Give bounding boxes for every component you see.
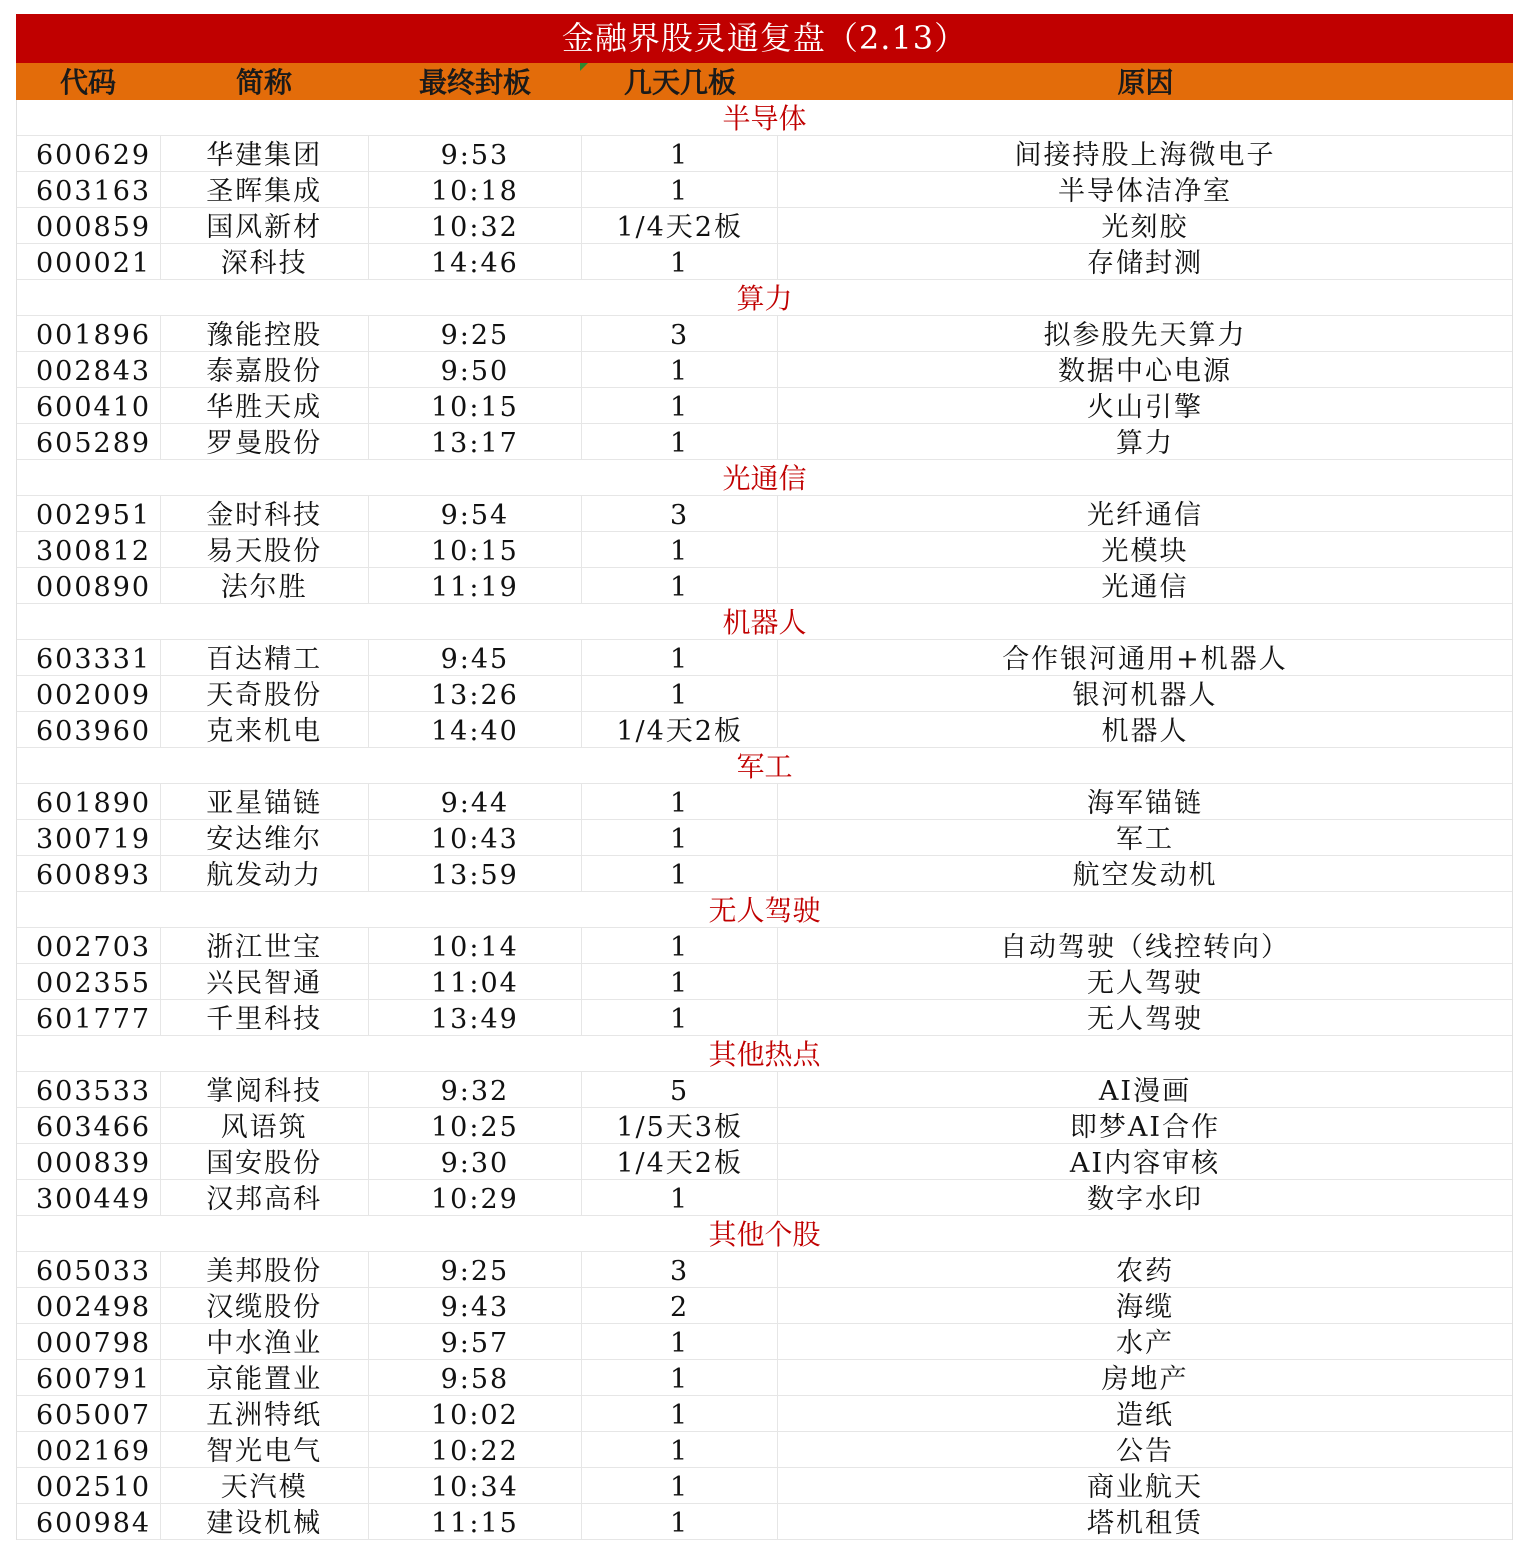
cell-days-boards: 1/5天3板 [582,1108,778,1143]
table-row [17,712,1512,748]
table-row [17,316,1512,352]
cell-name: 易天股份 [161,532,369,567]
cell-days-boards: 1 [582,820,778,855]
cell-reason: 航空发动机 [1072,860,1218,891]
table-row [17,856,1512,892]
cell-code: 000021 [17,244,161,279]
cell-days-boards: 5 [582,1072,778,1107]
cell-code: 601890 [17,784,161,819]
cell-reason: 无人驾驶 [1087,1004,1203,1035]
cell-name: 汉邦高科 [161,1180,369,1215]
cell-days-boards: 1/4天2板 [582,1144,778,1179]
category-row: 光通信 [17,460,1512,496]
cell-days-boards: 1 [582,172,778,207]
table-row [17,496,1512,532]
cell-name: 建设机械 [161,1504,369,1539]
cell-days-boards: 1 [582,784,778,819]
table-row [17,1504,1512,1540]
cell-final-seal-time: 11:04 [369,964,583,999]
cell-name: 泰嘉股份 [161,352,369,387]
cell-days-boards: 1 [582,856,778,891]
cell-final-seal-time: 10:32 [369,208,583,243]
cell-final-seal-time: 10:02 [369,1396,583,1431]
cell-reason: 军工 [1116,824,1174,855]
cell-code: 300812 [17,532,161,567]
cell-code: 002843 [17,352,161,387]
cell-code: 605033 [17,1252,161,1287]
cell-reason: 间接持股上海微电子 [1014,140,1276,171]
cell-days-boards: 1 [582,568,778,603]
cell-code: 300449 [17,1180,161,1215]
cell-code: 600984 [17,1504,161,1539]
cell-final-seal-time: 14:46 [369,244,583,279]
cell-code: 002703 [17,928,161,963]
table-row [17,388,1512,424]
cell-code: 600791 [17,1360,161,1395]
cell-name: 五洲特纸 [161,1396,369,1431]
cell-name: 京能置业 [161,1360,369,1395]
cell-days-boards: 1 [582,532,778,567]
cell-final-seal-time: 9:43 [369,1288,583,1323]
cell-reason: 合作银河通用+机器人 [1002,644,1288,675]
header-days-boards: 几天几板 [623,66,736,99]
cell-days-boards: 1/4天2板 [582,712,778,747]
cell-name: 风语筑 [161,1108,369,1143]
cell-code: 603960 [17,712,161,747]
cell-code: 002951 [17,496,161,531]
table-row [17,1108,1512,1144]
cell-name: 圣晖集成 [161,172,369,207]
cell-days-boards: 1 [582,1360,778,1395]
cell-name: 掌阅科技 [161,1072,369,1107]
cell-name: 深科技 [161,244,369,279]
cell-reason: 拟参股先天算力 [1043,320,1247,351]
cell-final-seal-time: 9:45 [369,640,583,675]
table-row [17,568,1512,604]
table-row [17,1468,1512,1504]
table-row [17,1396,1512,1432]
cell-days-boards: 1 [582,1432,778,1467]
cell-reason: 房地产 [1101,1364,1189,1395]
table-row [17,244,1512,280]
cell-code: 603533 [17,1072,161,1107]
table-row [17,1144,1512,1180]
category-row: 军工 [17,748,1512,784]
cell-final-seal-time: 14:40 [369,712,583,747]
cell-name: 天奇股份 [161,676,369,711]
cell-name: 法尔胜 [161,568,369,603]
cell-reason: AI漫画 [1098,1076,1192,1107]
cell-name: 豫能控股 [161,316,369,351]
table-row [17,928,1512,964]
cell-name: 华胜天成 [161,388,369,423]
cell-days-boards: 1 [582,1180,778,1215]
cell-code: 605289 [17,424,161,459]
cell-code: 603163 [17,172,161,207]
cell-reason: 银河机器人 [1072,680,1218,711]
cell-final-seal-time: 13:59 [369,856,583,891]
cell-final-seal-time: 9:57 [369,1324,583,1359]
cell-days-boards: 1 [582,676,778,711]
header-reason: 原因 [1117,66,1174,99]
cell-days-boards: 3 [582,1252,778,1287]
cell-final-seal-time: 10:18 [369,172,583,207]
cell-reason: 数据中心电源 [1058,356,1232,387]
cell-final-seal-time: 13:26 [369,676,583,711]
cell-name: 国风新材 [161,208,369,243]
cell-final-seal-time: 10:15 [369,388,583,423]
cell-final-seal-time: 13:49 [369,1000,583,1035]
cell-reason: 农药 [1116,1256,1174,1287]
category-row: 无人驾驶 [17,892,1512,928]
cell-final-seal-time: 10:15 [369,532,583,567]
cell-final-seal-time: 13:17 [369,424,583,459]
cell-code: 605007 [17,1396,161,1431]
cell-days-boards: 1 [582,640,778,675]
cell-code: 002355 [17,964,161,999]
stock-review-sheet [16,14,1513,1540]
cell-code: 600629 [17,136,161,171]
cell-code: 001896 [17,316,161,351]
cell-final-seal-time: 9:58 [369,1360,583,1395]
table-row [17,532,1512,568]
cell-code: 002510 [17,1468,161,1503]
table-row [17,1360,1512,1396]
cell-days-boards: 1 [582,1504,778,1539]
cell-name: 智光电气 [161,1432,369,1467]
cell-days-boards: 3 [582,496,778,531]
cell-days-boards: 3 [582,316,778,351]
cell-name: 航发动力 [161,856,369,891]
cell-reason: 海缆 [1116,1292,1174,1323]
cell-name: 天汽模 [161,1468,369,1503]
cell-name: 美邦股份 [161,1252,369,1287]
table-row [17,784,1512,820]
cell-reason: 水产 [1116,1328,1174,1359]
cell-name: 兴民智通 [161,964,369,999]
cell-reason: 火山引擎 [1087,392,1203,423]
table-row [17,820,1512,856]
cell-name: 罗曼股份 [161,424,369,459]
cell-code: 600410 [17,388,161,423]
cell-days-boards: 1 [582,1324,778,1359]
column-header-row [16,63,1513,100]
cell-reason: 机器人 [1101,716,1189,747]
cell-reason: 即梦AI合作 [1069,1112,1221,1143]
cell-name: 国安股份 [161,1144,369,1179]
cell-final-seal-time: 11:19 [369,568,583,603]
cell-code: 002169 [17,1432,161,1467]
table-row [17,1432,1512,1468]
table-row [17,136,1512,172]
header-name: 简称 [235,66,292,99]
cell-days-boards: 1 [582,1396,778,1431]
cell-reason: 海军锚链 [1087,788,1203,819]
cell-reason: AI内容审核 [1069,1148,1221,1179]
cell-days-boards: 1 [582,1000,778,1035]
cell-days-boards: 1 [582,928,778,963]
table-row [17,640,1512,676]
cell-final-seal-time: 10:22 [369,1432,583,1467]
cell-days-boards: 1 [582,1468,778,1503]
cell-code: 002498 [17,1288,161,1323]
header-final-seal-time: 最终封板 [418,66,531,99]
cell-name: 中水渔业 [161,1324,369,1359]
cell-final-seal-time: 10:34 [369,1468,583,1503]
cell-code: 300719 [17,820,161,855]
cell-days-boards: 1 [582,388,778,423]
category-row: 其他个股 [17,1216,1512,1252]
cell-name: 汉缆股份 [161,1288,369,1323]
category-row: 机器人 [17,604,1512,640]
sheet-title: 金融界股灵通复盘（2.13） [16,14,1513,63]
cell-final-seal-time: 9:32 [369,1072,583,1107]
cell-reason: 半导体洁净室 [1058,176,1232,207]
cell-code: 000798 [17,1324,161,1359]
cell-name: 华建集团 [161,136,369,171]
cell-final-seal-time: 9:50 [369,352,583,387]
cell-reason: 无人驾驶 [1087,968,1203,999]
cell-final-seal-time: 9:53 [369,136,583,171]
cell-code: 000839 [17,1144,161,1179]
table-row [17,1252,1512,1288]
cell-final-seal-time: 9:25 [369,1252,583,1287]
cell-name: 亚星锚链 [161,784,369,819]
cell-days-boards: 1 [582,244,778,279]
cell-days-boards: 1 [582,424,778,459]
table-row [17,676,1512,712]
cell-name: 浙江世宝 [161,928,369,963]
cell-reason: 存储封测 [1087,248,1203,279]
category-row: 其他热点 [17,1036,1512,1072]
table-row [17,352,1512,388]
cell-reason: 光纤通信 [1087,500,1203,531]
cell-reason: 造纸 [1116,1400,1174,1431]
table-row [17,1180,1512,1216]
cell-reason: 商业航天 [1087,1472,1203,1503]
cell-name: 百达精工 [161,640,369,675]
cell-days-boards: 1/4天2板 [582,208,778,243]
cell-reason: 光刻胶 [1101,212,1189,243]
cell-code: 603331 [17,640,161,675]
cell-comment-marker [580,63,588,71]
cell-final-seal-time: 10:14 [369,928,583,963]
cell-code: 600893 [17,856,161,891]
cell-name: 安达维尔 [161,820,369,855]
table-body [16,100,1513,1540]
cell-reason: 自动驾驶（线控转向） [1000,932,1290,963]
cell-final-seal-time: 9:30 [369,1144,583,1179]
cell-final-seal-time: 10:43 [369,820,583,855]
cell-code: 000890 [17,568,161,603]
cell-days-boards: 1 [582,352,778,387]
table-row [17,424,1512,460]
cell-final-seal-time: 10:29 [369,1180,583,1215]
category-row: 算力 [17,280,1512,316]
table-row [17,1324,1512,1360]
table-row [17,1000,1512,1036]
cell-days-boards: 1 [582,964,778,999]
cell-final-seal-time: 11:15 [369,1504,583,1539]
table-row [17,964,1512,1000]
cell-days-boards: 2 [582,1288,778,1323]
cell-name: 金时科技 [161,496,369,531]
cell-days-boards: 1 [582,136,778,171]
cell-reason: 塔机租赁 [1087,1508,1203,1539]
cell-code: 000859 [17,208,161,243]
cell-reason: 光模块 [1101,536,1189,567]
cell-code: 002009 [17,676,161,711]
table-row [17,208,1512,244]
table-row [17,1288,1512,1324]
cell-reason: 光通信 [1101,572,1189,603]
category-row: 半导体 [17,100,1512,136]
table-row [17,172,1512,208]
cell-reason: 公告 [1116,1436,1174,1467]
cell-final-seal-time: 9:54 [369,496,583,531]
table-row [17,1072,1512,1108]
cell-final-seal-time: 9:25 [369,316,583,351]
cell-name: 千里科技 [161,1000,369,1035]
cell-reason: 数字水印 [1087,1184,1203,1215]
cell-name: 克来机电 [161,712,369,747]
header-code: 代码 [59,66,116,99]
cell-reason: 算力 [1116,428,1174,459]
cell-code: 601777 [17,1000,161,1035]
cell-code: 603466 [17,1108,161,1143]
cell-final-seal-time: 10:25 [369,1108,583,1143]
cell-final-seal-time: 9:44 [369,784,583,819]
